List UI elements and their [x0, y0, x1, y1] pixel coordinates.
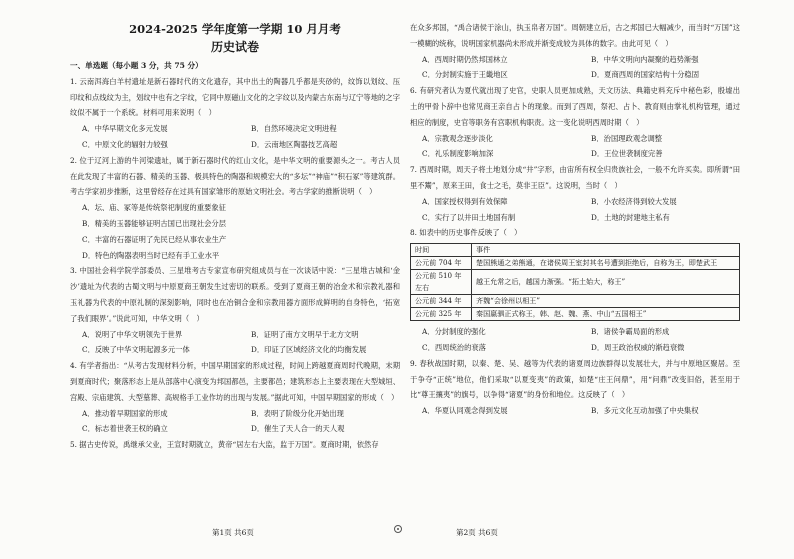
answer-option[interactable]: D．土地的封建地主私有: [591, 212, 670, 222]
question-stem: 9. 春秋战国时期，以秦、楚、吴、越等为代表的诸夏周边族群得以发展壮大，并与中原地区聚居。至于争夺“正统”地位，他们采取“以夏变夷”的政策，如楚“庄王问鼎”，用“问鼎”改变旧俗，甚至用于比“尊王攘夷”的旗号，以争得“诸夏”的身份和地位。这反映了（ ）: [410, 358, 740, 400]
question-item: [70, 263, 400, 358]
answer-options: [70, 406, 400, 438]
answer-option[interactable]: A．国家授权得到有效保障: [422, 196, 508, 206]
question-stem: 5. 据古史传说，禹继承父业，王宣时期就立，黄帝“居左右大监，监于万国”。夏商时期，依然存: [70, 440, 379, 450]
table-row: [411, 257, 740, 270]
table-row: [411, 270, 740, 295]
answer-option[interactable]: A．推动着早期国家的形成: [82, 408, 168, 418]
question-item: [410, 356, 740, 419]
answer-option[interactable]: B．表明了阶级分化开始出现: [251, 408, 344, 418]
answer-option[interactable]: A．宗教观念逐步淡化: [422, 133, 493, 143]
table-header-cell: 时间: [411, 244, 472, 257]
question-item: [410, 225, 740, 241]
table-cell: 公元前 344 年: [411, 295, 472, 308]
answer-option[interactable]: A．分封制度的强化: [422, 327, 486, 337]
table-cell: 越王允常之后，越国力渐强。“拓土始大，称王”: [472, 270, 740, 295]
question-item: [70, 74, 400, 153]
table-cell: 秦国嬴驷正式称王，韩、赵、魏、燕、中山“五国相王”: [472, 308, 740, 321]
table-cell: 公元前 704 年: [411, 257, 472, 270]
question-item: [410, 20, 740, 83]
answer-option[interactable]: A．中华早期文化多元发展: [82, 124, 168, 134]
table-cell: 公元前 510 年左右: [411, 270, 472, 295]
answer-option[interactable]: A．说明了中华文明领先于世界: [82, 329, 183, 339]
binding-hole-icon: [394, 525, 402, 533]
question-stem: 6. 有研究者认为夏代就出现了史官，史职人员更加成熟，天文历法、典籍史料充斥中秘色彩，殷墟出土的甲骨卜辞中也常见商王亲自占卜的现象。而到了西周，祭祀、占卜、教育则由掌礼机构管理，通过相应的制度，史官等职务有宫职机构职责。这一变化说明西周时期（ ）: [410, 86, 740, 127]
exam-subtitle: 历史试卷: [210, 40, 259, 54]
question-item: [410, 83, 740, 162]
answer-options: [410, 403, 740, 419]
answer-options: [410, 52, 740, 84]
answer-option[interactable]: C．分封制实施于王畿地区: [422, 70, 508, 80]
question-stem: 4. 有学者指出：“从考古发现材料分析，中国早期国家的形成过程，时间上跨越夏商周时代晚期，末期到夏商时代；聚落形态上是从部落中心演变为邦国都邑，主要都邑；建筑形态上主要表现在大型城垣、宫殿、宗庙建筑、大型墓葬、高规格手工业作坊的出现与发展。”据此可知，中国早期国家的形成（ ）: [70, 361, 400, 402]
question-item: [70, 358, 400, 437]
answer-option[interactable]: B．治国理政观念调整: [591, 133, 663, 143]
answer-options: [410, 324, 740, 356]
answer-option[interactable]: D．周王政治权威的渐趋衰微: [591, 342, 685, 352]
answer-options: [70, 200, 400, 263]
question-item: [410, 324, 740, 356]
answer-option[interactable]: D．王位世袭制度完善: [591, 149, 663, 159]
answer-option[interactable]: C．西周统治的衰落: [422, 342, 486, 352]
answer-option[interactable]: D．催生了天人合一的天人观: [251, 424, 345, 434]
question-item: [410, 162, 740, 225]
question-item: [70, 437, 400, 453]
answer-option[interactable]: B．多元文化互动加强了中央集权: [591, 406, 699, 416]
answer-option[interactable]: B．证明了南方文明早于北方文明: [251, 329, 359, 339]
answer-option[interactable]: C．中原文化的辐射力较强: [82, 139, 168, 149]
table-header-row: [411, 244, 740, 257]
answer-options: [410, 194, 740, 226]
answer-option[interactable]: D．夏商西周的国家结构十分稳固: [591, 70, 700, 80]
answer-option[interactable]: D．特色的陶器表明当时已经有手工业水平: [82, 250, 220, 260]
answer-option[interactable]: A．华夏认同观念得到发展: [422, 406, 508, 416]
left-column: [70, 20, 400, 453]
question-stem: 3. 中国社会科学院学部委员、三星堆考古专家宣布研究组成员与在一次谈话中说：“三星堆古城和‘金沙’遗址为代表的古蜀文明与中原夏商王朝发生过密切的联系。受到了夏商王朝的冶金术和宗教礼器和玉礼器为代表的中原礼制的深刻影响，同时也在冶铜合金和宗教用器方面形成鲜明的自身特色，‘拓宽了我们眼界’。”说此可知，中华文明（ ）: [70, 266, 400, 323]
left-question-list: [70, 74, 400, 453]
table-cell: 公元前 325 年: [411, 308, 472, 321]
events-table: [410, 243, 740, 321]
question-stem: 7. 西周时期，周天子将土地划分成“井”字形，由宙所有权全归贵族社会，一般不允许买卖。即所谓“田里不鬻”，原来王田，食士之毛，莫非王臣”。这说明，当时（ ）: [410, 165, 740, 190]
answer-option[interactable]: B．精美的玉器能够证明古国已出现社会分层: [82, 218, 227, 228]
right-question-list-2: [410, 324, 740, 419]
right-question-list: [410, 20, 740, 241]
answer-option[interactable]: C．标志着世袭王权的确立: [82, 424, 168, 434]
question-stem: 2. 位于辽河上游的牛河梁遗址，属于新石器时代的红山文化，是中华文明的重要源头之一。考古人员在此发现了丰富的石器、精美的玉器、极具特色的陶器和规模宏大的“多坛”“神庙”“积石冢”等建筑群。考古学家初步推断，这里曾经存在过具有国家雏形的原始文明社会。考古学家的推断说明（ ）: [70, 155, 400, 197]
answer-option[interactable]: C．礼乐制度影响加深: [422, 149, 494, 159]
answer-option[interactable]: C．反映了中华文明起源多元一体: [82, 345, 190, 355]
table-row: [411, 295, 740, 308]
question-item: [70, 153, 400, 264]
table-cell: 楚国熊通之弟熊通，在诸侯周王室封其名号遭到拒绝后，自称为王，即楚武王: [472, 257, 740, 270]
question-stem: 1. 云南洱海白羊村遗址是新石器时代的文化遗存，其中出土的陶器几乎都是夹砂的，纹饰以划纹、压印纹和点线纹为主，划纹中也有之字纹，它同中原磁山文化的之字纹以及内蒙古东南与辽宁等地的之字纹似不属于一个系统。材料可用来说明（ ）: [70, 76, 400, 118]
answer-option[interactable]: A．坛、庙、冢等是传统祭祀制度的重要象征: [82, 203, 226, 213]
answer-options: [410, 131, 740, 163]
answer-options: [70, 121, 400, 153]
section-heading: 一、单选题（每小题 3 分，共 75 分）: [70, 61, 203, 70]
right-column: [410, 20, 740, 419]
answer-option[interactable]: D．云南地区陶器技艺高超: [251, 139, 338, 149]
answer-option[interactable]: B．小农经济得到较大发展: [591, 196, 677, 206]
table-header-cell: 事件: [472, 244, 740, 257]
answer-option[interactable]: C．丰富的石器证明了先民已经从事农业生产: [82, 234, 227, 244]
table-cell: 齐魏“会徐州以相王”: [472, 295, 740, 308]
answer-option[interactable]: C．实行了以井田土地国有制: [422, 212, 516, 222]
answer-option[interactable]: D．印证了区域经济文化的均衡发展: [251, 345, 367, 355]
answer-option[interactable]: A．西周时期仍然邦国林立: [422, 54, 508, 64]
answer-option[interactable]: B．诸侯争霸局面的形成: [591, 327, 670, 337]
answer-option[interactable]: B．中华文明向内凝聚的趋势渐强: [591, 54, 699, 64]
page-number-right: 第2页 共6页: [456, 528, 498, 537]
exam-title: 2024-2025 学年度第一学期 10 月月考: [129, 22, 341, 36]
answer-option[interactable]: B．自然环境决定文明进程: [251, 124, 337, 134]
page-number-left: 第1页 共6页: [212, 528, 254, 537]
table-row: [411, 308, 740, 321]
question-stem: 在众多邦国，“禹合诸侯于涂山，执玉帛者万国”。周朝建立后，古之邦国已大幅减少，而当时“万国”这一模糊的统称，说明国家机器尚未形成并渐变成较为具体的数字。由此可见（ ）: [410, 23, 740, 48]
answer-options: [70, 327, 400, 359]
question-stem: 8. 如表中的历史事件反映了（ ）: [410, 228, 522, 238]
